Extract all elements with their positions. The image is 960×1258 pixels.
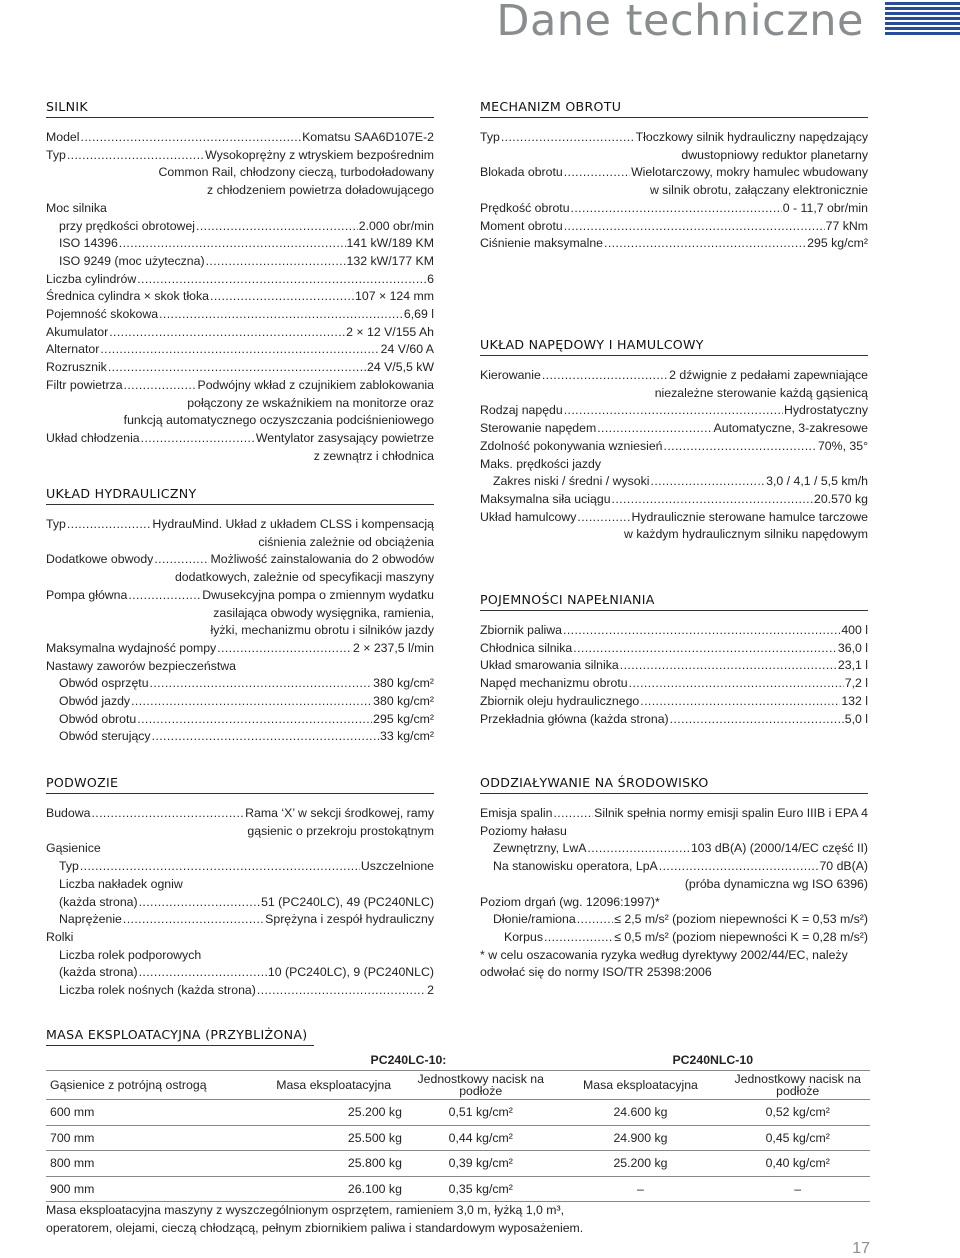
spec-label: Obwód osprzętu xyxy=(59,676,149,691)
model-header-lc: PC240LC-10: xyxy=(261,1050,555,1071)
spec-value: ≤ 0,5 m/s² (poziom niepewności K = 0,28 m/s²) xyxy=(614,929,868,944)
spec-row xyxy=(46,288,434,306)
spec-label: Maksymalna siła uciągu xyxy=(480,491,611,506)
table-row xyxy=(46,1100,870,1126)
dot-leader xyxy=(150,675,373,693)
spec-value: 107 × 124 mm xyxy=(355,289,434,304)
spec-label: Gąsienice xyxy=(46,841,101,856)
dot-leader xyxy=(670,711,844,729)
dot-leader xyxy=(67,516,152,534)
spec-value-continuation: w silnik obrotu, załączany elektronicznie xyxy=(649,183,868,198)
spec-label: Napęd mechanizmu obrotu xyxy=(480,676,628,691)
spec-label: Pojemność skokowa xyxy=(46,307,159,322)
spec-label: Typ xyxy=(46,517,66,531)
dot-leader xyxy=(67,147,204,165)
dot-leader xyxy=(119,235,346,253)
spec-value: 70 dB(A) xyxy=(819,859,868,874)
spec-value: 295 kg/cm² xyxy=(807,236,868,251)
masa-table xyxy=(46,1050,870,1202)
spec-value: Wysokoprężny z wtryskiem bezpośrednim xyxy=(205,147,434,162)
spec-label: Prędkość obrotu xyxy=(480,200,570,215)
spec-value: 2 × 12 V/155 Ah xyxy=(346,324,434,339)
dot-leader xyxy=(81,129,302,147)
section-hydraulika xyxy=(46,486,434,746)
spec-label: ISO 9249 (moc użyteczna) xyxy=(59,253,205,268)
spec-value: Komatsu SAA6D107E-2 xyxy=(302,130,434,144)
table-cell: 0,52 kg/cm² xyxy=(725,1100,870,1126)
spec-label: przy prędkości obrotowej xyxy=(59,218,196,233)
dot-leader xyxy=(196,218,358,236)
table-cell: 25.200 kg xyxy=(556,1151,726,1177)
spec-value: Hydrostatyczny xyxy=(783,403,868,418)
spec-label: Blokada obrotu xyxy=(480,165,563,180)
spec-label: Emisja spalin xyxy=(480,806,553,820)
dot-leader xyxy=(563,622,840,640)
spec-label: Liczba nakładek ogniw xyxy=(59,876,183,891)
spec-row xyxy=(46,805,434,823)
spec-row xyxy=(46,858,434,876)
spec-label: Maks. prędkości jazdy xyxy=(480,456,601,471)
dot-leader xyxy=(640,693,840,711)
spec-row xyxy=(480,218,868,236)
spec-value: 380 kg/cm² xyxy=(373,676,434,691)
table-row xyxy=(46,1125,870,1151)
spec-label: Średnica cylindra × skok tłoka xyxy=(46,289,210,304)
table-cell: 25.800 kg xyxy=(261,1151,406,1177)
spec-value: 24 V/60 A xyxy=(380,342,434,357)
spec-value-continuation: dwustopniowy reduktor planetarny xyxy=(681,147,868,162)
spec-row xyxy=(46,675,434,693)
dot-leader xyxy=(571,200,782,218)
spec-value: Wielotarczowy, mokry hamulec wbudowany xyxy=(631,165,868,180)
spec-label: Alternator xyxy=(46,342,100,357)
table-cell: 24.600 kg xyxy=(556,1100,726,1126)
spec-label: Dłonie/ramiona xyxy=(493,912,576,927)
spec-value: 6 xyxy=(427,271,434,286)
dot-leader xyxy=(542,367,668,385)
spec-label: Sterowanie napędem xyxy=(480,421,597,436)
spec-value: 0 - 11,7 obr/min xyxy=(782,200,868,215)
spec-value: 36,0 l xyxy=(837,640,868,655)
spec-row xyxy=(480,491,868,509)
spec-label: Liczba cylindrów xyxy=(46,271,137,286)
spec-value-continuation: dodatkowych, zależnie od specyfikacji maszyny xyxy=(174,570,434,585)
dot-leader xyxy=(257,982,426,1000)
spec-value-continuation: gąsienic o przekroju prostokątnym xyxy=(247,823,434,838)
masa-note: operatorem, olejami, cieczą chłodzącą, pełnym zbiornikiem paliwa i standardowym wyposażeniem. xyxy=(46,1220,584,1235)
spec-label: Model xyxy=(46,130,80,144)
spec-label: Typ xyxy=(46,147,66,162)
spec-row xyxy=(46,911,434,929)
spec-value-continuation: zasilająca obwody wysięgnika, ramienia, xyxy=(213,605,434,620)
spec-value: 380 kg/cm² xyxy=(373,694,434,709)
section-title: SILNIK xyxy=(46,99,434,118)
spec-value-continuation: Common Rail, chłodzony cieczą, turbodoładowany xyxy=(158,165,434,180)
spec-value: 2 dźwignie z pedałami zapewniające xyxy=(669,368,868,382)
spec-row xyxy=(46,964,434,982)
spec-value: 20.570 kg xyxy=(813,491,868,506)
table-row xyxy=(46,1176,870,1202)
spec-row xyxy=(480,509,868,527)
dot-leader xyxy=(564,402,783,420)
dot-leader xyxy=(573,640,837,658)
spec-row xyxy=(480,200,868,218)
spec-value: Możliwość zainstalowania do 2 obwodów xyxy=(210,552,434,567)
spec-value: 6,69 l xyxy=(403,307,434,322)
spec-value: HydrauMind. Układ z układem CLSS i kompensacją xyxy=(152,517,434,531)
spec-row xyxy=(46,551,434,569)
dot-leader xyxy=(564,218,825,236)
dot-leader xyxy=(124,377,197,395)
table-cell: 0,35 kg/cm² xyxy=(406,1176,556,1202)
dot-leader xyxy=(137,711,372,729)
masa-note: Masa eksploatacyjna maszyny z wyszczególnionym osprzętem, ramieniem 3,0 m, łyżką 1,0 m³, xyxy=(46,1203,565,1217)
spec-row xyxy=(46,728,434,746)
spec-value: 2 xyxy=(427,983,434,998)
spec-label: Naprężenie xyxy=(59,912,122,927)
spec-row xyxy=(480,657,868,675)
spec-value: Dwusekcyjna pompa o zmiennym wydatku xyxy=(202,587,434,602)
table-cell: 700 mm xyxy=(46,1125,261,1151)
spec-value: 7,2 l xyxy=(844,676,868,691)
spec-value-continuation: łyżki, mechanizmu obrotu i silników jazdy xyxy=(210,623,434,638)
spec-label: Akumulator xyxy=(46,324,109,339)
spec-value: ≤ 2,5 m/s² (poziom niepewności K = 0,53 m/s²) xyxy=(614,912,868,927)
spec-value: 23,1 l xyxy=(837,658,868,673)
spec-label: Nastawy zaworów bezpieczeństwa xyxy=(46,658,237,673)
table-cell: – xyxy=(725,1176,870,1202)
spec-label: Przekładnia główna (każda strona) xyxy=(480,711,669,726)
spec-label: Zbiornik oleju hydraulicznego xyxy=(480,693,640,708)
dot-leader xyxy=(564,164,630,182)
spec-label: Na stanowisku operatora, LpA xyxy=(493,859,658,874)
spec-label: (każda strona) xyxy=(59,965,138,980)
dot-leader xyxy=(577,509,630,527)
spec-value: 70%, 35° xyxy=(817,438,868,453)
spec-row xyxy=(46,324,434,342)
table-cell: 800 mm xyxy=(46,1151,261,1177)
spec-value: 132 l xyxy=(841,693,868,708)
table-cell: – xyxy=(556,1176,726,1202)
spec-row xyxy=(480,473,868,491)
spec-row xyxy=(46,147,434,165)
spec-row xyxy=(46,640,434,658)
dot-leader xyxy=(128,587,201,605)
spec-label: Moc silnika xyxy=(46,200,107,215)
spec-row xyxy=(480,129,868,147)
spec-row xyxy=(480,858,868,876)
spec-row xyxy=(46,235,434,253)
spec-value: Sprężyna i zespół hydrauliczny xyxy=(265,912,434,927)
table-cell: 0,39 kg/cm² xyxy=(406,1151,556,1177)
spec-value: 51 (PC240LC), 49 (PC240NLC) xyxy=(261,894,434,909)
spec-value-continuation: z zewnątrz i chłodnica xyxy=(313,448,434,463)
spec-label: Rodzaj napędu xyxy=(480,403,563,418)
dot-leader xyxy=(159,306,403,324)
table-cell: 0,44 kg/cm² xyxy=(406,1125,556,1151)
spec-label: Liczba rolek nośnych (każda strona) xyxy=(59,983,256,998)
spec-label: Obwód obrotu xyxy=(59,711,137,726)
section-title: MASA EKSPLOATACYJNA (PRZYBLIŻONA) xyxy=(46,1027,314,1046)
spec-row xyxy=(46,377,434,395)
column-header: Jednostkowy nacisk na podłoże xyxy=(406,1071,556,1100)
spec-label: Zakres niski / średni / wysoki xyxy=(493,474,650,489)
spec-row xyxy=(480,929,868,947)
dot-leader xyxy=(620,657,837,675)
dot-leader xyxy=(152,728,379,746)
spec-label: Budowa xyxy=(46,806,91,820)
spec-label: Układ chłodzenia xyxy=(46,430,140,445)
spec-value: Uszczelnione xyxy=(360,859,434,874)
spec-value-continuation: w każdym hydraulicznym silniku napędowym xyxy=(624,527,868,542)
spec-value: 400 l xyxy=(841,623,868,637)
spec-label: Moment obrotu xyxy=(480,218,563,233)
spec-row xyxy=(480,420,868,438)
dot-leader xyxy=(553,805,593,823)
dot-leader xyxy=(137,271,426,289)
dot-leader xyxy=(141,430,255,448)
page-number: 17 xyxy=(852,1240,870,1257)
spec-row xyxy=(480,235,868,253)
spec-row xyxy=(46,711,434,729)
spec-label: odwołać się do normy ISO/TR 25398:2006 xyxy=(480,965,712,980)
spec-row xyxy=(46,341,434,359)
dot-leader xyxy=(587,840,690,858)
spec-row xyxy=(480,711,868,729)
spec-value: 5,0 l xyxy=(844,711,868,726)
spec-row xyxy=(480,805,868,823)
spec-value-continuation: funkcją automatycznego oczyszczania podciśnieniowego xyxy=(123,413,434,428)
spec-value: 141 kW/189 KM xyxy=(346,236,434,251)
spec-row xyxy=(480,622,868,640)
spec-label: Chłodnica silnika xyxy=(480,640,573,655)
spec-label: Obwód sterujący xyxy=(59,729,151,744)
page-header-title: Dane techniczne xyxy=(496,0,864,46)
spec-value: Rama ‘X’ w sekcji środkowej, ramy xyxy=(245,806,434,820)
spec-label: Maksymalna wydajność pompy xyxy=(46,640,217,655)
dot-leader xyxy=(651,473,766,491)
spec-label: Ciśnienie maksymalne xyxy=(480,236,604,251)
spec-value-continuation: niezależne sterowanie każdą gąsienicą xyxy=(654,385,868,400)
column-header: Masa eksploatacyjna xyxy=(556,1071,726,1100)
spec-label: Filtr powietrza xyxy=(46,377,123,392)
spec-label: Zdolność pokonywania wzniesień xyxy=(480,438,663,453)
header-stripes-logo xyxy=(885,2,960,38)
dot-leader xyxy=(577,911,613,929)
dot-leader xyxy=(123,911,264,929)
spec-value: Tłoczkowy silnik hydrauliczny napędzający xyxy=(635,130,868,144)
dot-leader xyxy=(659,858,819,876)
spec-value: Silnik spełnia normy emisji spalin Euro IIIB i EPA 4 xyxy=(594,806,868,820)
dot-leader xyxy=(612,491,813,509)
spec-label: Obwód jazdy xyxy=(59,694,131,709)
section-title: UKŁAD HYDRAULICZNY xyxy=(46,486,434,505)
spec-label: ISO 14396 xyxy=(59,236,118,251)
dot-leader xyxy=(501,129,635,147)
spec-value-continuation: (próba dynamiczna wg ISO 6396) xyxy=(684,876,868,891)
section-podwozie xyxy=(46,775,434,1000)
spec-row xyxy=(46,129,434,147)
table-cell: 26.100 kg xyxy=(261,1176,406,1202)
table-cell: 24.900 kg xyxy=(556,1125,726,1151)
dot-leader xyxy=(597,420,712,438)
section-pojemnosci xyxy=(480,592,868,728)
column-header: Jednostkowy nacisk na podłoże xyxy=(725,1071,870,1100)
spec-value-continuation: z chłodzeniem powietrza doładowującego xyxy=(207,183,434,198)
dot-leader xyxy=(131,693,372,711)
dot-leader xyxy=(629,675,844,693)
spec-value-continuation: połączony ze wskaźnikiem na monitorze oraz xyxy=(187,395,434,410)
spec-value: 132 kW/177 KM xyxy=(346,253,434,268)
spec-label: Typ xyxy=(59,859,79,874)
section-naped-hamulce xyxy=(480,337,868,544)
spec-value: Automatyczne, 3-zakresowe xyxy=(713,421,868,436)
dot-leader xyxy=(217,640,352,658)
spec-label: Rolki xyxy=(46,929,74,944)
dot-leader xyxy=(206,253,346,271)
spec-row xyxy=(46,218,434,236)
table-cell: 0,45 kg/cm² xyxy=(725,1125,870,1151)
section-mechanizm-obrotu xyxy=(480,99,868,253)
spec-value: 24 V/5,5 kW xyxy=(367,360,434,375)
spec-value: 2 × 237,5 l/min xyxy=(352,640,434,655)
spec-label: Zewnętrzny, LwA xyxy=(493,841,587,856)
spec-row xyxy=(46,359,434,377)
spec-value: 77 kNm xyxy=(825,218,868,233)
spec-row xyxy=(480,840,868,858)
spec-value: Podwójny wkład z czujnikiem zablokowania xyxy=(197,377,434,392)
spec-row xyxy=(46,894,434,912)
dot-leader xyxy=(100,341,379,359)
dot-leader xyxy=(80,858,360,876)
table-cell: 900 mm xyxy=(46,1176,261,1202)
spec-value: 10 (PC240LC), 9 (PC240NLC) xyxy=(267,965,434,980)
spec-label: Pompa główna xyxy=(46,587,128,602)
spec-value: 295 kg/cm² xyxy=(373,711,434,726)
table-cell: 0,51 kg/cm² xyxy=(406,1100,556,1126)
section-title: PODWOZIE xyxy=(46,775,434,794)
spec-label: (każda strona) xyxy=(59,894,138,909)
table-cell: 25.500 kg xyxy=(261,1125,406,1151)
dot-leader xyxy=(108,359,366,377)
table-cell: 0,40 kg/cm² xyxy=(725,1151,870,1177)
spec-row xyxy=(46,587,434,605)
spec-value: 33 kg/cm² xyxy=(380,729,434,744)
spec-label: Kierowanie xyxy=(480,368,541,382)
spec-label: Korpus xyxy=(504,929,543,944)
spec-label: Dodatkowe obwody xyxy=(46,552,154,567)
spec-label: Typ xyxy=(480,130,500,144)
spec-label: Układ smarowania silnika xyxy=(480,658,619,673)
spec-value: Wentylator zasysający powietrze xyxy=(255,430,434,445)
section-title: POJEMNOŚCI NAPEŁNIANIA xyxy=(480,592,868,611)
spec-label: Zbiornik paliwa xyxy=(480,623,563,637)
section-title: ODDZIAŁYWANIE NA ŚRODOWISKO xyxy=(480,775,868,794)
table-cell: 600 mm xyxy=(46,1100,261,1126)
dot-leader xyxy=(154,551,209,569)
spec-value: 2.000 obr/min xyxy=(358,218,434,233)
spec-row xyxy=(46,306,434,324)
section-silnik xyxy=(46,99,434,465)
spec-value-continuation: ciśnienia zależnie od obciążenia xyxy=(258,534,434,549)
model-header-nlc: PC240NLC-10 xyxy=(556,1050,870,1071)
dot-leader xyxy=(664,438,817,456)
spec-label: Układ hamulcowy xyxy=(480,509,577,524)
spec-label: Poziom drgań (wg. 12096:1997)* xyxy=(480,894,660,909)
spec-value: Hydraulicznie sterowane hamulce tarczowe xyxy=(631,509,868,524)
spec-row xyxy=(480,693,868,711)
spec-value: 103 dB(A) (2000/14/EC część II) xyxy=(690,841,868,856)
spec-row xyxy=(46,271,434,289)
spec-label: * w celu oszacowania ryzyka według dyrektywy 2002/44/EC, należy xyxy=(480,947,848,962)
spec-row xyxy=(46,693,434,711)
dot-leader xyxy=(139,894,260,912)
spec-row xyxy=(480,438,868,456)
table-cell: 25.200 kg xyxy=(261,1100,406,1126)
spec-row xyxy=(480,164,868,182)
spec-row xyxy=(480,367,868,385)
section-masa xyxy=(46,1027,870,1046)
spec-row xyxy=(480,402,868,420)
spec-row xyxy=(480,640,868,658)
dot-leader xyxy=(139,964,267,982)
spec-row xyxy=(480,911,868,929)
spec-label: Poziomy hałasu xyxy=(480,823,567,838)
section-title: UKŁAD NAPĘDOWY I HAMULCOWY xyxy=(480,337,868,356)
dot-leader xyxy=(210,288,354,306)
dot-leader xyxy=(91,805,244,823)
spec-row xyxy=(46,253,434,271)
spec-row xyxy=(480,675,868,693)
spec-row xyxy=(46,430,434,448)
table-row xyxy=(46,1151,870,1177)
spec-row xyxy=(46,516,434,534)
spec-value: 3,0 / 4,1 / 5,5 km/h xyxy=(766,474,868,489)
section-srodowisko xyxy=(480,775,868,982)
dot-leader xyxy=(109,324,345,342)
dot-leader xyxy=(544,929,613,947)
dot-leader xyxy=(604,235,806,253)
column-header: Gąsienice z potrójną ostrogą xyxy=(46,1071,261,1100)
section-title: MECHANIZM OBROTU xyxy=(480,99,868,118)
column-header: Masa eksploatacyjna xyxy=(261,1071,406,1100)
spec-label: Liczba rolek podporowych xyxy=(59,947,202,962)
spec-label: Rozrusznik xyxy=(46,360,107,375)
spec-row xyxy=(46,982,434,1000)
